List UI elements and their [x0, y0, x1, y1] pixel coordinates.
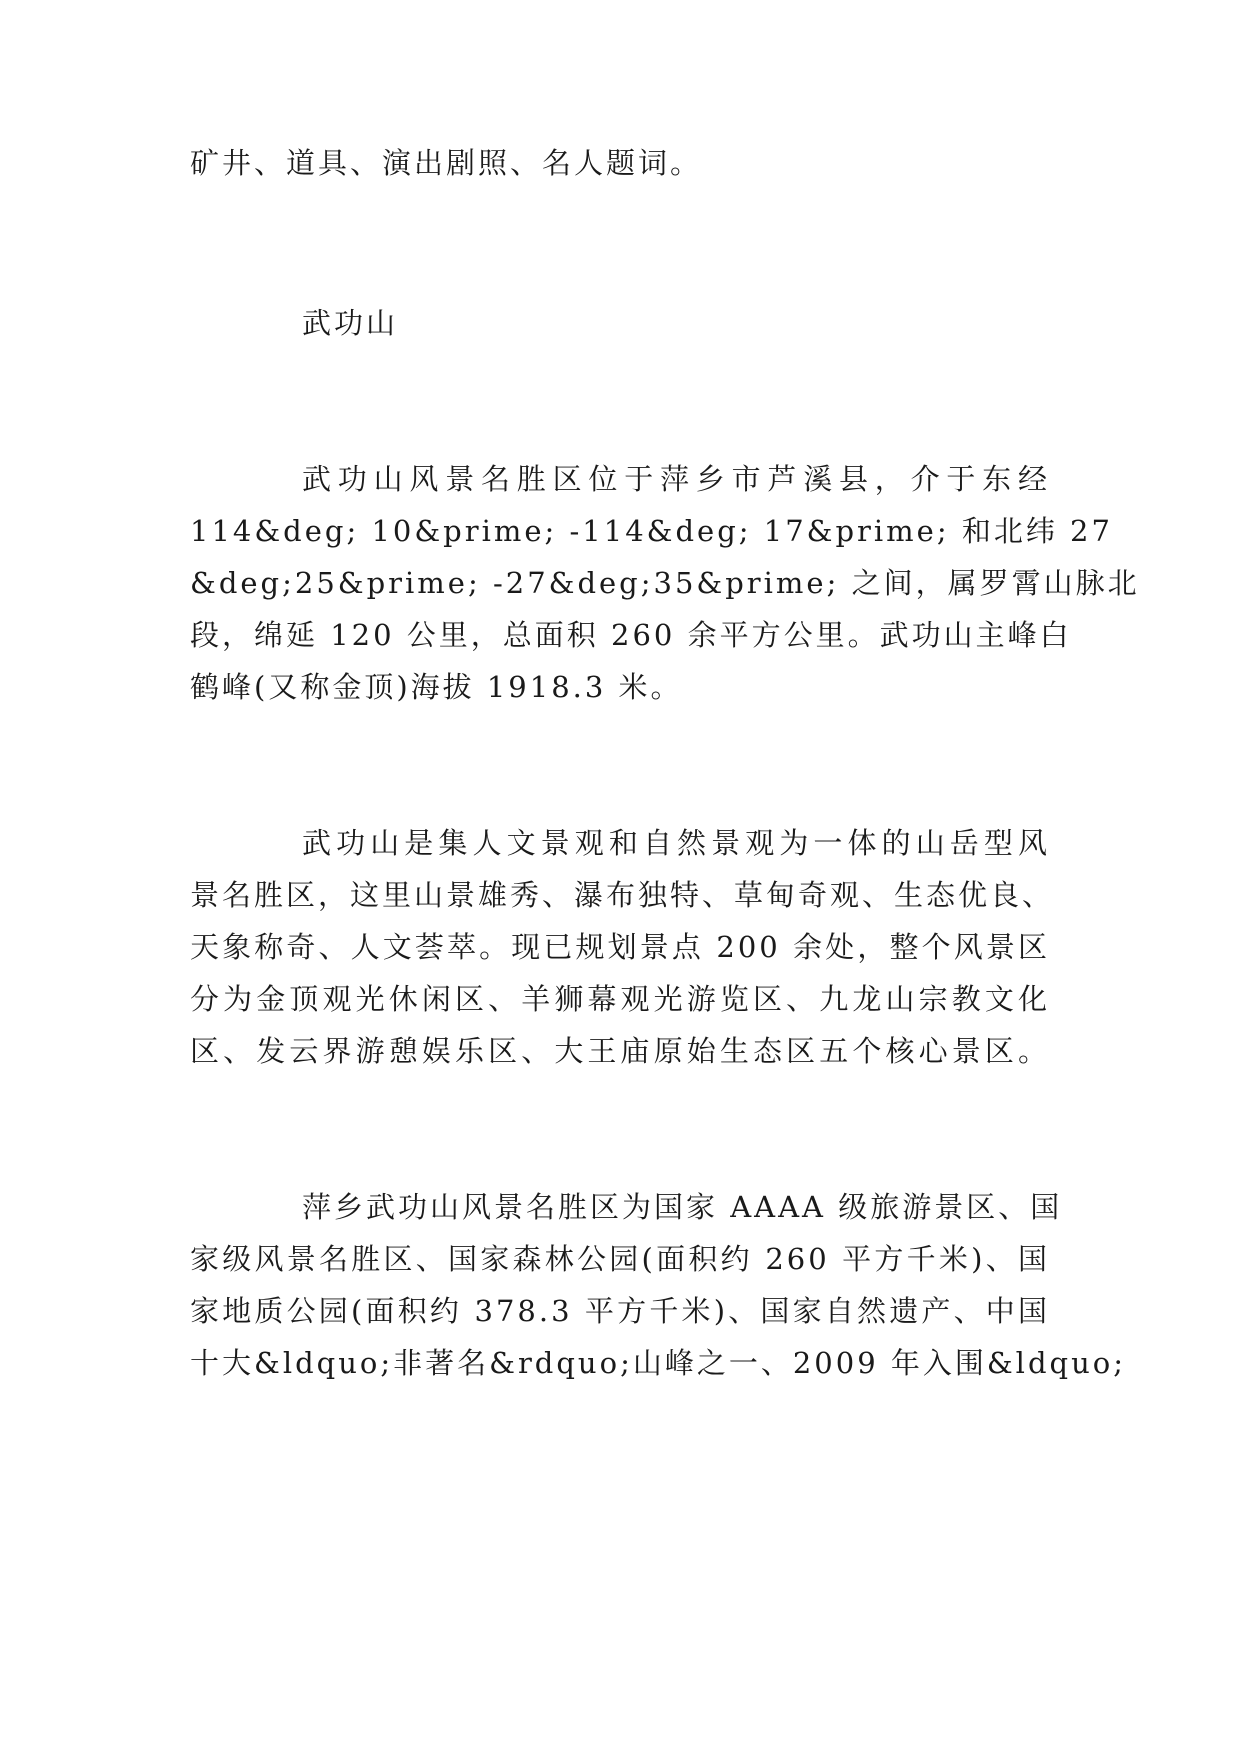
paragraph-line: 天象称奇、人文荟萃。现已规划景点 200 余处，整个风景区 — [190, 930, 1050, 964]
paragraph-line: 武功山是集人文景观和自然景观为一体的山岳型风 — [302, 826, 1050, 860]
paragraph-line: 武功山风景名胜区位于萍乡市芦溪县，介于东经 — [302, 462, 1050, 496]
paragraph-line: 十大&ldquo;非著名&rdquo;山峰之一、2009 年入围&ldquo; — [190, 1346, 1126, 1380]
paragraph-line: 鹤峰(又称金顶)海拔 1918.3 米。 — [190, 670, 683, 704]
paragraph-line: 区、发云界游憩娱乐区、大王庙原始生态区五个核心景区。 — [190, 1034, 1050, 1068]
paragraph-line: 家级风景名胜区、国家森林公园(面积约 260 平方千米)、国 — [190, 1242, 1050, 1276]
paragraph-line: &deg;25&prime; -27&deg;35&prime; 之间，属罗霄山脉北 — [190, 566, 1140, 600]
paragraph-line: 段，绵延 120 公里，总面积 260 余平方公里。武功山主峰白 — [190, 618, 1072, 652]
paragraph-line: 分为金顶观光休闲区、羊狮幕观光游览区、九龙山宗教文化 — [190, 982, 1050, 1016]
paragraph-line: 景名胜区，这里山景雄秀、瀑布独特、草甸奇观、生态优良、 — [190, 878, 1055, 912]
paragraph-line: 114&deg; 10&prime; -114&deg; 17&prime; 和北纬 27 — [190, 514, 1113, 548]
paragraph-line: 萍乡武功山风景名胜区为国家 AAAA 级旅游景区、国 — [302, 1190, 1063, 1224]
paragraph-line: 家地质公园(面积约 378.3 平方千米)、国家自然遗产、中国 — [190, 1294, 1050, 1328]
section-heading: 武功山 — [302, 306, 399, 340]
continuation-line: 矿井、道具、演出剧照、名人题词。 — [190, 146, 703, 180]
